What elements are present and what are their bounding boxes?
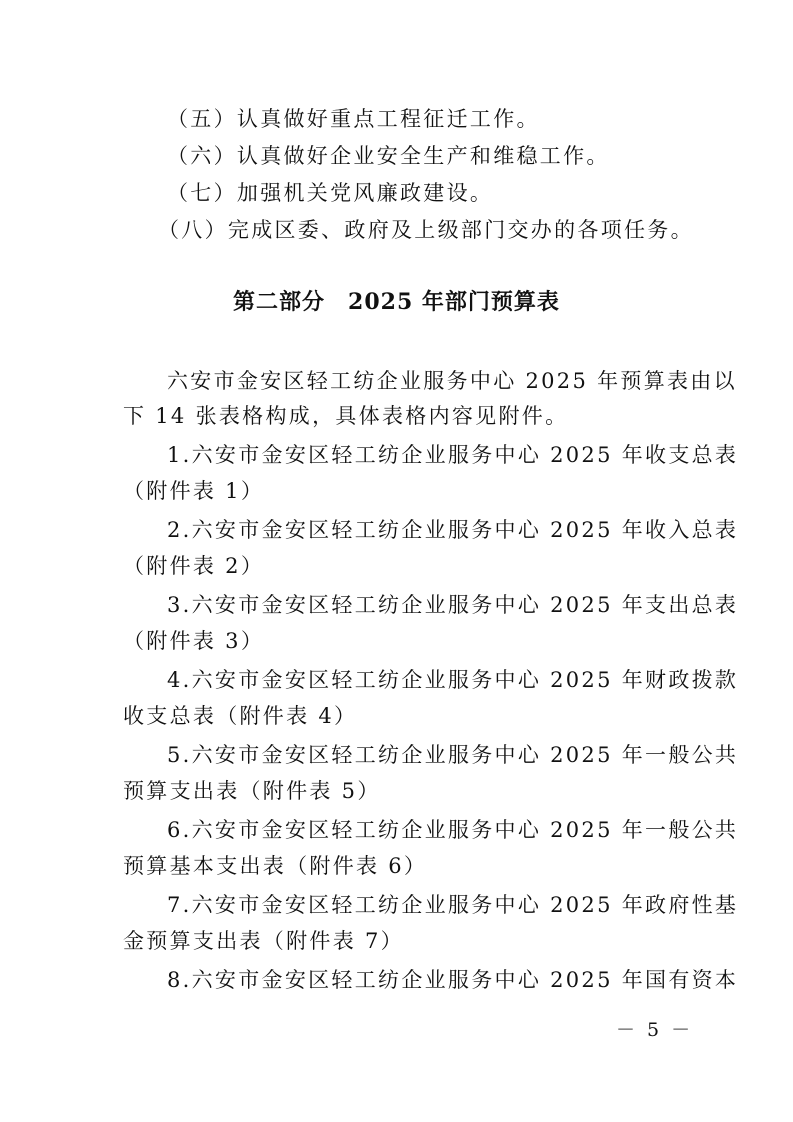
section-title: 第二部分 2025 年部门预算表 (233, 289, 560, 315)
list-item-2-line-1: 2.六安市金安区轻工纺企业服务中心 2025 年收入总表 (167, 518, 739, 542)
intro-paragraph-line-1: 六安市金安区轻工纺企业服务中心 2025 年预算表由以 (167, 369, 737, 393)
task-item-8: （八）完成区委、政府及上级部门交办的各项任务。 (158, 218, 694, 242)
list-item-3-line-2: （附件表 3） (123, 629, 265, 653)
list-item-4-line-1: 4.六安市金安区轻工纺企业服务中心 2025 年财政拨款 (167, 668, 739, 692)
list-item-2-line-2: （附件表 2） (123, 554, 265, 578)
list-item-7-line-1: 7.六安市金安区轻工纺企业服务中心 2025 年政府性基 (167, 893, 739, 917)
task-item-5: （五）认真做好重点工程征迁工作。 (167, 107, 540, 131)
list-item-5-line-2: 预算支出表（附件表 5） (123, 779, 381, 803)
page-number: － 5 － (616, 1019, 694, 1041)
task-item-7: （七）加强机关党风廉政建设。 (167, 181, 494, 205)
list-item-1-line-1: 1.六安市金安区轻工纺企业服务中心 2025 年收支总表 (167, 443, 739, 467)
list-item-3-line-1: 3.六安市金安区轻工纺企业服务中心 2025 年支出总表 (167, 593, 739, 617)
list-item-6-line-1: 6.六安市金安区轻工纺企业服务中心 2025 年一般公共 (167, 818, 739, 842)
list-item-7-line-2: 金预算支出表（附件表 7） (123, 929, 404, 953)
task-item-6: （六）认真做好企业安全生产和维稳工作。 (167, 144, 610, 168)
list-item-1-line-2: （附件表 1） (123, 479, 265, 503)
list-item-4-line-2: 收支总表（附件表 4） (123, 704, 358, 728)
intro-paragraph-line-2: 下 14 张表格构成，具体表格内容见附件。 (123, 404, 569, 428)
list-item-8-line-1: 8.六安市金安区轻工纺企业服务中心 2025 年国有资本 (167, 968, 739, 992)
list-item-5-line-1: 5.六安市金安区轻工纺企业服务中心 2025 年一般公共 (167, 743, 739, 767)
list-item-6-line-2: 预算基本支出表（附件表 6） (123, 854, 428, 878)
